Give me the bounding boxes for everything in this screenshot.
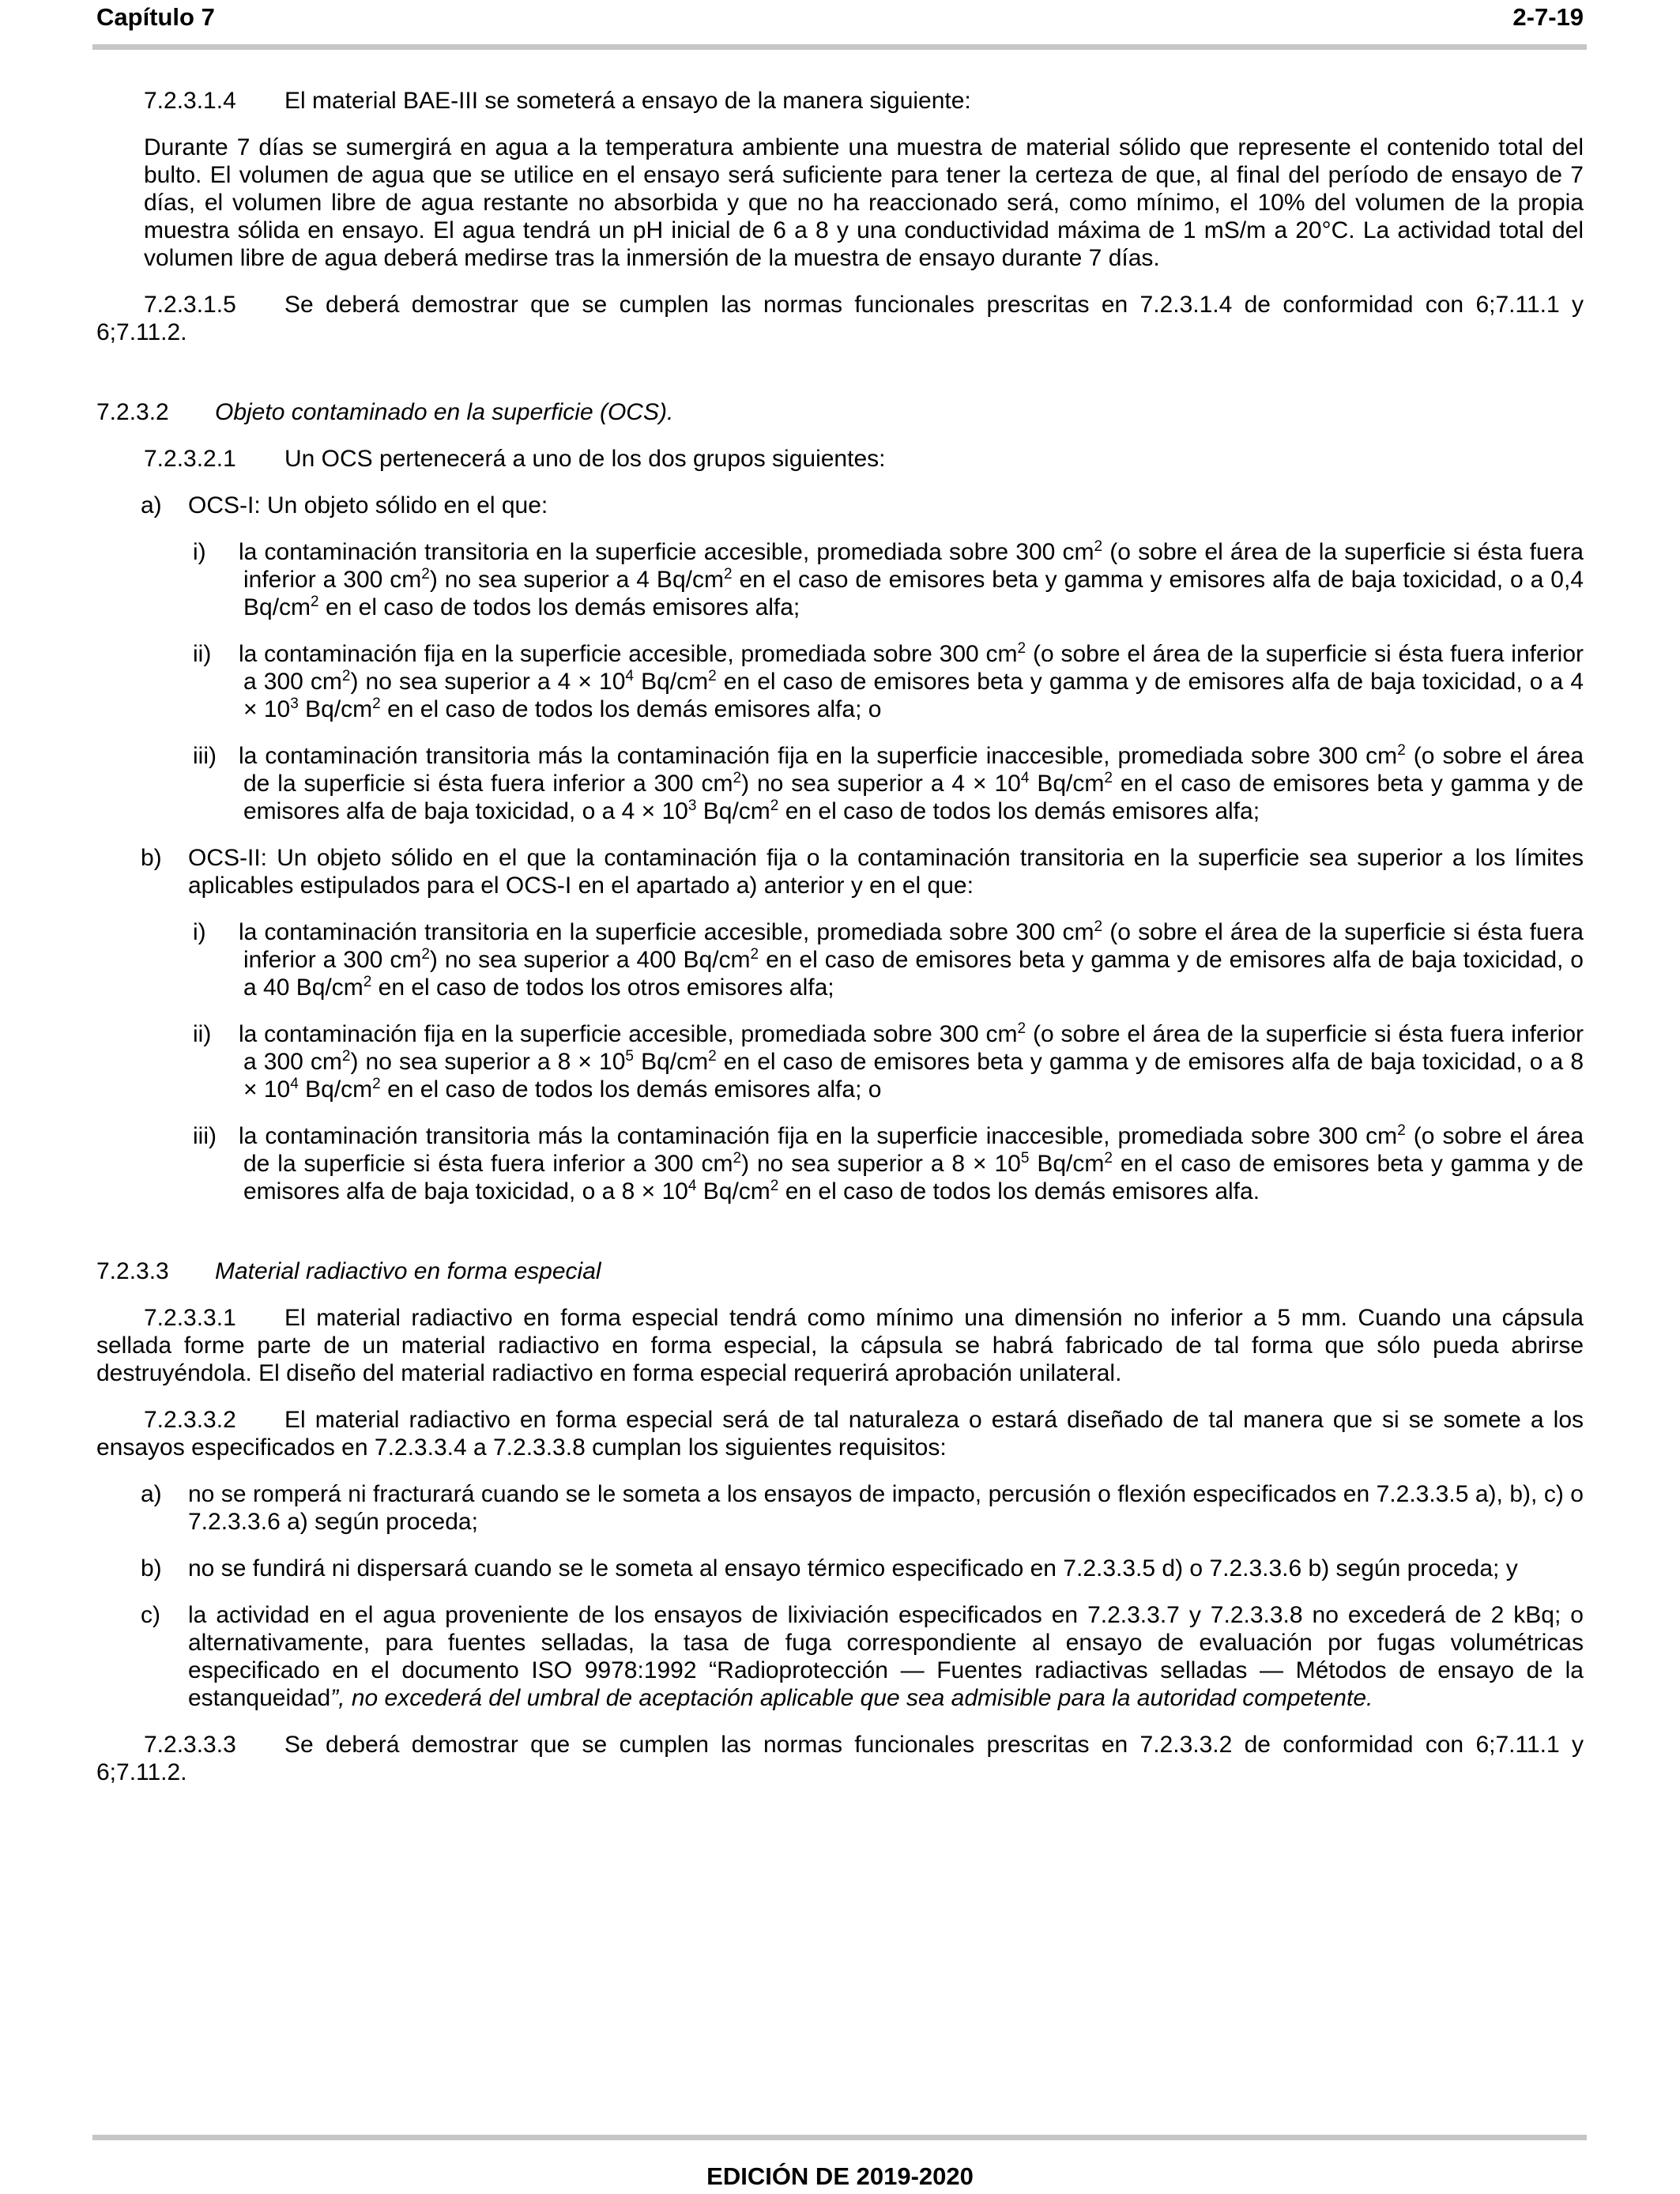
heading-7-2-3-3: 7.2.3.3 Material radiactivo en forma especial: [96, 1258, 601, 1284]
paragraph-7-2-3-3-1: 7.2.3.3.1 El material radiactivo en forma especial tendrá como mínimo una dimensión no inferior a 5 mm. Cuando una cápsula sellada forme parte de un material radiactivo en forma especial, la cápsula se habrá fabricado de tal forma que sólo pueda abrirse destruyéndola. El diseño del material radiactivo en forma especial requerirá aprobación unilateral.: [96, 1305, 1584, 1386]
list-item-a-ii: ii) la contaminación fija en la superficie accesible, promediada sobre 300 $cm^2$ (o sobre el área de la superficie si ésta fuera inferior a 300 $cm^2$) no sea superior a $4 \times 10^4$ $Bq/cm^2$ en el caso de emisores beta y gamma y de emisores alfa de baja toxicidad, o a $4 \times 10^3$ $Bq/cm^2$ en el caso de todos los demás emisores alfa; o: [193, 640, 1584, 722]
requirement-c: c) la actividad en el agua proveniente de los ensayos de lixiviación especificados en 7.2.3.3.7 y 7.2.3.3.8 no excederá de 2 kBq; o alternativamente, para fuentes selladas, la tasa de fuga correspondiente al ensayo de evaluación por fugas volumétricas especificado en el documento ISO 9978:1992 “Radioprotección — Fuentes radiactivas selladas — Métodos de ensayo de la estanqueidad”, no excederá del umbral de aceptación aplicable que sea admisible para la autoridad competente.: [141, 1602, 1584, 1711]
list-item-b-iii: iii) la contaminación transitoria más la contaminación fija en la superficie inaccesible, promediada sobre 300 $cm^2$ (o sobre el área de la superficie si ésta fuera inferior a 300 $cm^2$) no sea superior a $8 \times 10^5$ $Bq/cm^2$ en el caso de emisores beta y gamma y de emisores alfa de baja toxicidad, o a $8 \times 10^4$ $Bq/cm^2$ en el caso de todos los demás emisores alfa.: [193, 1122, 1584, 1204]
list-item-b-i: i) la contaminación transitoria en la superficie accesible, promediada sobre 300 $cm^2$ (o sobre el área de la superficie si ésta fuera inferior a 300 $cm^2$) no sea superior a 400 $Bq/cm^2$ en el caso de emisores beta y gamma y de emisores alfa de baja toxicidad, o a 40 $Bq/cm^2$ en el caso de todos los otros emisores alfa;: [193, 918, 1584, 1001]
paragraph-7-2-3-3-2: 7.2.3.3.2 El material radiactivo en forma especial será de tal naturaleza o estará diseñado de tal manera que si se somete a los ensayos especificados en 7.2.3.3.4 a 7.2.3.3.8 cumplan los siguientes requisitos:: [96, 1407, 1584, 1461]
requirement-b: b) no se fundirá ni dispersará cuando se le someta al ensayo térmico especificado en 7.2.3.3.5 d) o 7.2.3.3.6 b) según proceda; y: [141, 1555, 1518, 1581]
list-item-a-iii: iii) la contaminación transitoria más la contaminación fija en la superficie inaccesible, promediada sobre 300 $cm^2$ (o sobre el área de la superficie si ésta fuera inferior a 300 $cm^2$) no sea superior a $4 \times 10^4$ $Bq/cm^2$ en el caso de emisores beta y gamma y de emisores alfa de baja toxicidad, o a $4 \times 10^3$ $Bq/cm^2$ en el caso de todos los demás emisores alfa;: [193, 742, 1584, 824]
page-number: 2-7-19: [1512, 3, 1584, 31]
page-header: [96, 3, 1584, 35]
paragraph-7-2-3-1-4-intro: 7.2.3.1.4 El material BAE-III se someterá a ensayo de la manera siguiente:: [144, 88, 971, 114]
list-item-b: b) OCS-II: Un objeto sólido en el que la contaminación fija o la contaminación transitoria en la superficie sea superior a los límites aplicables estipulados para el OCS-I en el apartado a) anterior y en el que:: [141, 845, 1584, 899]
paragraph-7-2-3-1-4-text: Durante 7 días se sumergirá en agua a la temperatura ambiente una muestra de material sólido que represente el contenido total del bulto. El volumen de agua que se utilice en el ensayo será suficiente para tener la certeza de que, al final del período de ensayo de 7 días, el volumen libre de agua restante no absorbida y que no ha reaccionado será, como mínimo, el 10% del volumen de la propia muestra sólida en ensayo. El agua tendrá un pH inicial de 6 a 8 y una conductividad máxima de 1 mS/m a 20°C. La actividad total del volumen libre de agua deberá medirse tras la inmersión de la muestra de ensayo durante 7 días.: [144, 134, 1584, 271]
list-item-b-ii: ii) la contaminación fija en la superficie accesible, promediada sobre 300 $cm^2$ (o sobre el área de la superficie si ésta fuera inferior a 300 $cm^2$) no sea superior a $8 \times 10^5$ $Bq/cm^2$ en el caso de emisores beta y gamma y de emisores alfa de baja toxicidad, o a $8 \times 10^4$ $Bq/cm^2$ en el caso de todos los demás emisores alfa; o: [193, 1020, 1584, 1103]
paragraph-7-2-3-1-5: 7.2.3.1.5 Se deberá demostrar que se cumplen las normas funcionales prescritas en 7.2.3.1.4 de conformidad con 6;7.11.1 y 6;7.11.2.: [96, 292, 1584, 345]
list-item-a: a) OCS-I: Un objeto sólido en el que:: [141, 492, 548, 518]
header-divider: [92, 44, 1587, 50]
footer-divider: [92, 2135, 1587, 2140]
list-item-a-i: i) la contaminación transitoria en la superficie accesible, promediada sobre 300 $cm^2$ (o sobre el área de la superficie si ésta fuera inferior a 300 $cm^2$) no sea superior a 4 $Bq/cm^2$ en el caso de emisores beta y gamma y emisores alfa de baja toxicidad, o a 0,4 $Bq/cm^2$ en el caso de todos los demás emisores alfa;: [193, 538, 1584, 620]
requirement-a: a) no se romperá ni fracturará cuando se le someta a los ensayos de impacto, percusión o flexión especificados en 7.2.3.3.5 a), b), c) o 7.2.3.3.6 a) según proceda;: [141, 1481, 1584, 1535]
edition-footer: EDICIÓN DE 2019-2020: [706, 2162, 974, 2190]
paragraph-7-2-3-2-1: 7.2.3.2.1 Un OCS pertenecerá a uno de los dos grupos siguientes:: [144, 446, 886, 472]
heading-7-2-3-2: 7.2.3.2 Objeto contaminado en la superficie (OCS).: [96, 399, 674, 425]
paragraph-7-2-3-3-3: 7.2.3.3.3 Se deberá demostrar que se cumplen las normas funcionales prescritas en 7.2.3.3.2 de conformidad con 6;7.11.1 y 6;7.11.2.: [96, 1732, 1584, 1785]
body-text: [96, 87, 1584, 1786]
chapter-title: Capítulo 7: [96, 3, 215, 31]
